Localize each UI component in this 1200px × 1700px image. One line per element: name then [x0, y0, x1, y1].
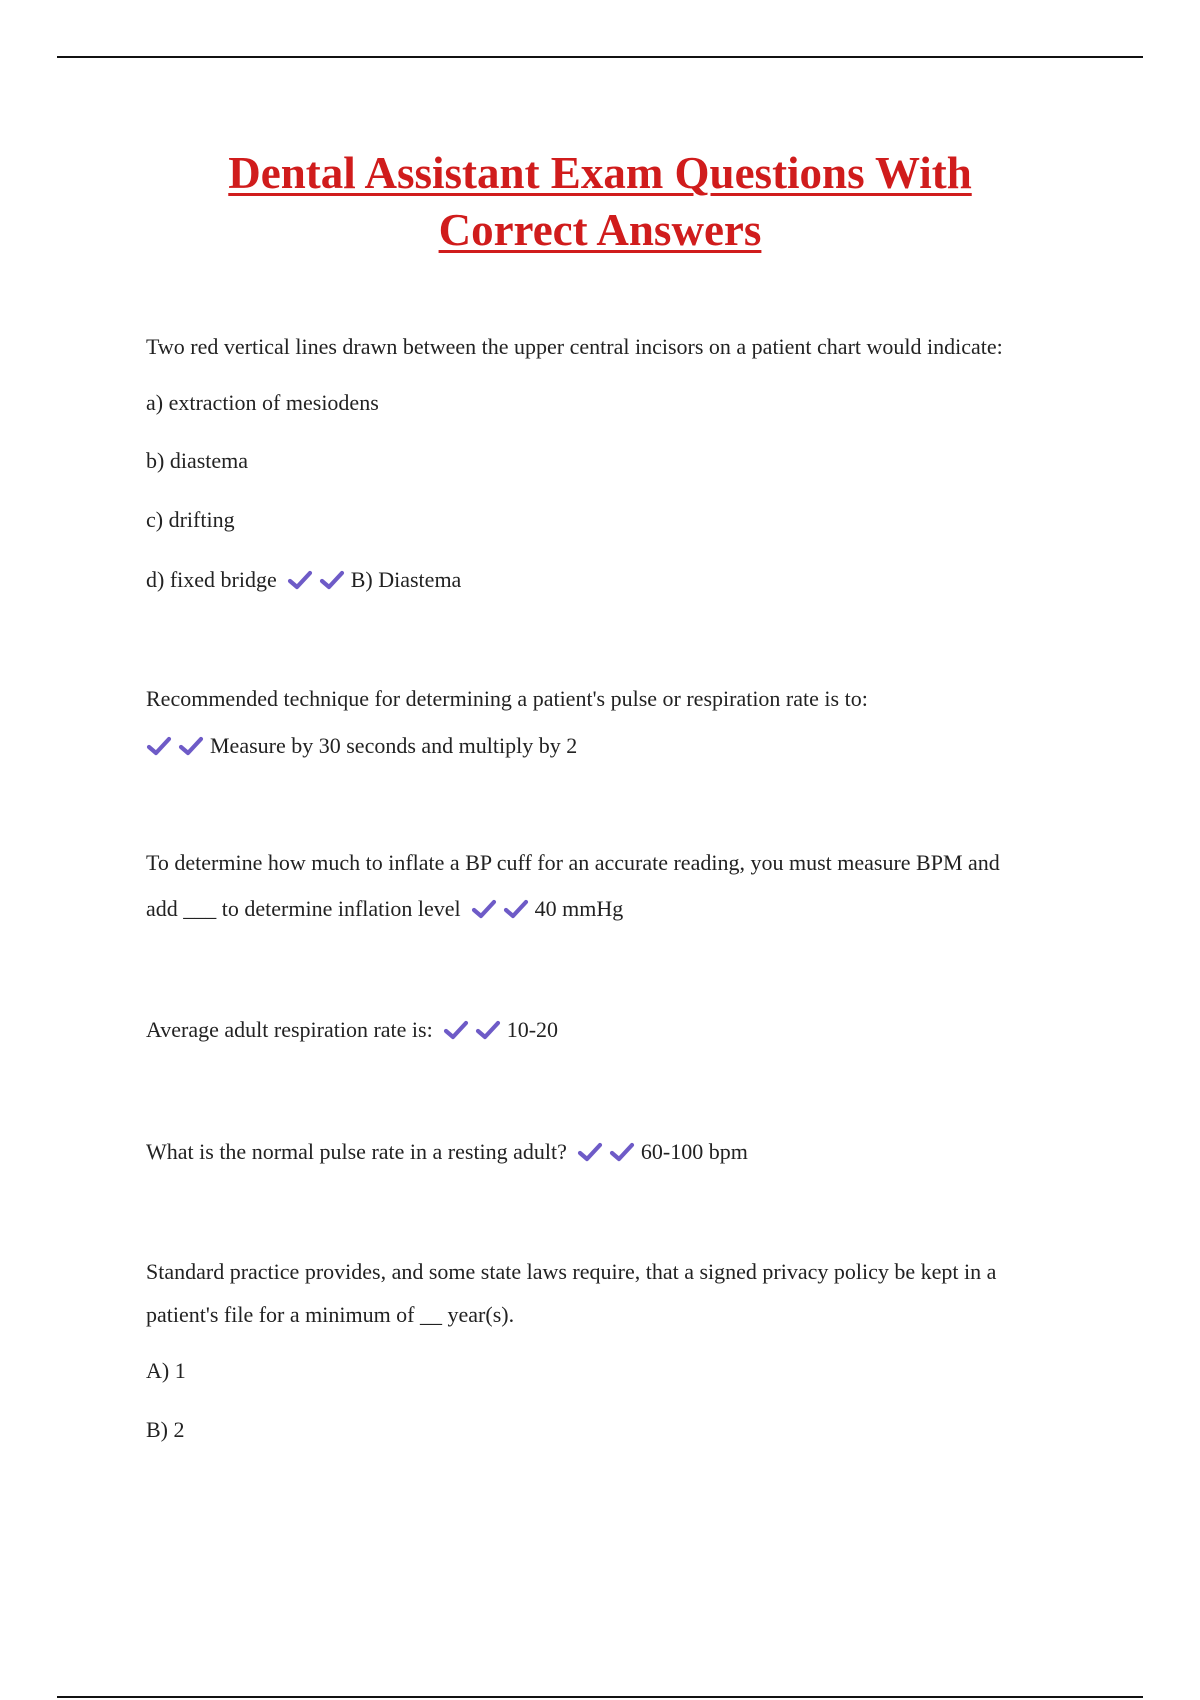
title-line-1: Dental Assistant Exam Questions With: [228, 148, 972, 198]
title-line-2: Correct Answers: [438, 205, 762, 255]
question-3-prompt-line-2: add ___ to determine inflation level: [146, 896, 461, 921]
check-mark-icon: [319, 570, 345, 590]
answer-checks: [146, 732, 210, 760]
question-6-prompt-line-1: Standard practice provides, and some state laws require, that a signed privacy policy be kept in a: [146, 1259, 997, 1284]
question-5-row: [146, 1138, 748, 1166]
answer-checks: [287, 566, 351, 594]
question-1-option-b: b) diastema: [146, 448, 249, 473]
question-5-prompt: What is the normal pulse rate in a resting adult?: [146, 1139, 567, 1164]
top-rule: [57, 56, 1143, 58]
question-4-prompt: Average adult respiration rate is:: [146, 1017, 433, 1042]
page-title: [100, 145, 1100, 259]
question-3-answer: 40 mmHg: [534, 896, 624, 921]
question-1-answer: B) Diastema: [350, 567, 462, 592]
question-3-prompt-line-1: To determine how much to inflate a BP cuff for an accurate reading, you must measure BPM and: [146, 850, 1000, 875]
question-1-option-d: d) fixed bridge: [146, 567, 277, 592]
question-1-option-c: c) drifting: [146, 507, 235, 532]
question-5-answer: 60-100 bpm: [640, 1139, 748, 1164]
question-6-prompt-line-2: patient's file for a minimum of __ year(s).: [146, 1302, 515, 1327]
question-6-option-b: B) 2: [146, 1417, 185, 1442]
question-4-row: [146, 1016, 558, 1044]
check-mark-icon: [475, 1020, 501, 1040]
answer-checks: [443, 1016, 507, 1044]
question-4-answer: 10-20: [506, 1017, 559, 1042]
check-mark-icon: [471, 899, 497, 919]
answer-checks: [577, 1138, 641, 1166]
question-2-answer: Measure by 30 seconds and multiply by 2: [210, 733, 578, 758]
check-mark-icon: [577, 1142, 603, 1162]
question-3-prompt-line-2-row: [146, 895, 623, 923]
answer-checks: [471, 895, 535, 923]
question-1-option-d-row: [146, 566, 461, 594]
check-mark-icon: [146, 736, 172, 756]
bottom-rule: [57, 1696, 1143, 1698]
check-mark-icon: [503, 899, 529, 919]
check-mark-icon: [178, 736, 204, 756]
question-1-prompt: Two red vertical lines drawn between the upper central incisors on a patient chart would indicate:: [146, 334, 1003, 359]
check-mark-icon: [609, 1142, 635, 1162]
question-2-prompt: Recommended technique for determining a patient's pulse or respiration rate is to:: [146, 686, 868, 711]
check-mark-icon: [287, 570, 313, 590]
question-6-option-a: A) 1: [146, 1358, 186, 1383]
question-2-answer-row: [146, 732, 577, 760]
check-mark-icon: [443, 1020, 469, 1040]
question-1-option-a: a) extraction of mesiodens: [146, 390, 379, 415]
